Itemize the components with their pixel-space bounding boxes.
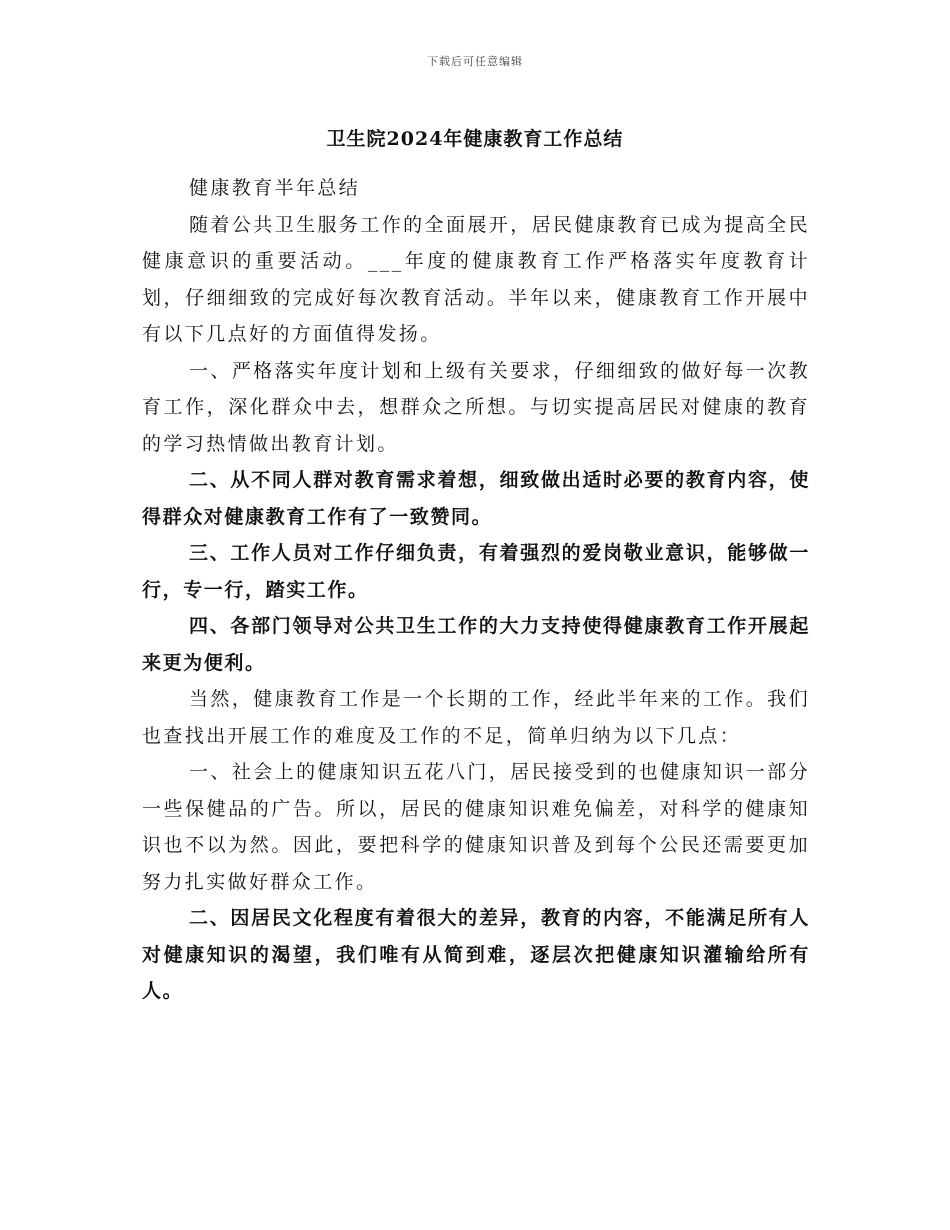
paragraph-9: 二、因居民文化程度有着很大的差异，教育的内容，不能满足所有人对健康知识的渴望，我们唯有从简到难，逐层次把健康知识灌输给所有人。 (142, 907, 810, 1002)
paragraph-4: 二、从不同人群对教育需求着想，细致做出适时必要的教育内容，使得群众对健康教育工作有了一致赞同。 (142, 469, 810, 528)
paragraph-1: 健康教育半年总结 (189, 177, 361, 199)
paragraph-2: 随着公共卫生服务工作的全面展开，居民健康教育已成为提高全民健康意识的重要活动。___年度的健康教育工作严格落实年度教育计划，仔细细致的完成好每次教育活动。半年以来，健康教育工作开展中有以下几点好的方面值得发扬。 (142, 213, 810, 345)
document-body (142, 170, 810, 1010)
paragraph-8: 一、社会上的健康知识五花八门，居民接受到的也健康知识一部分一些保健品的广告。所以，居民的健康知识难免偏差，对科学的健康知识也不以为然。因此，要把科学的健康知识普及到每个公民还需要更加努力扎实做好群众工作。 (142, 761, 810, 893)
page-header-note: 下载后可任意编辑 (427, 55, 523, 68)
paragraph-5: 三、工作人员对工作仔细负责，有着强烈的爱岗敬业意识，能够做一行，专一行，踏实工作。 (142, 542, 810, 601)
paragraph-6: 四、各部门领导对公共卫生工作的大力支持使得健康教育工作开展起来更为便利。 (142, 615, 810, 674)
paragraph-7: 当然，健康教育工作是一个长期的工作，经此半年来的工作。我们也查找出开展工作的难度及工作的不足，简单归纳为以下几点： (142, 688, 810, 747)
document-title: 卫生院2024年健康教育工作总结 (326, 128, 624, 150)
paragraph-3: 一、严格落实年度计划和上级有关要求，仔细细致的做好每一次教育工作，深化群众中去，想群众之所想。与切实提高居民对健康的教育的学习热情做出教育计划。 (142, 359, 810, 455)
